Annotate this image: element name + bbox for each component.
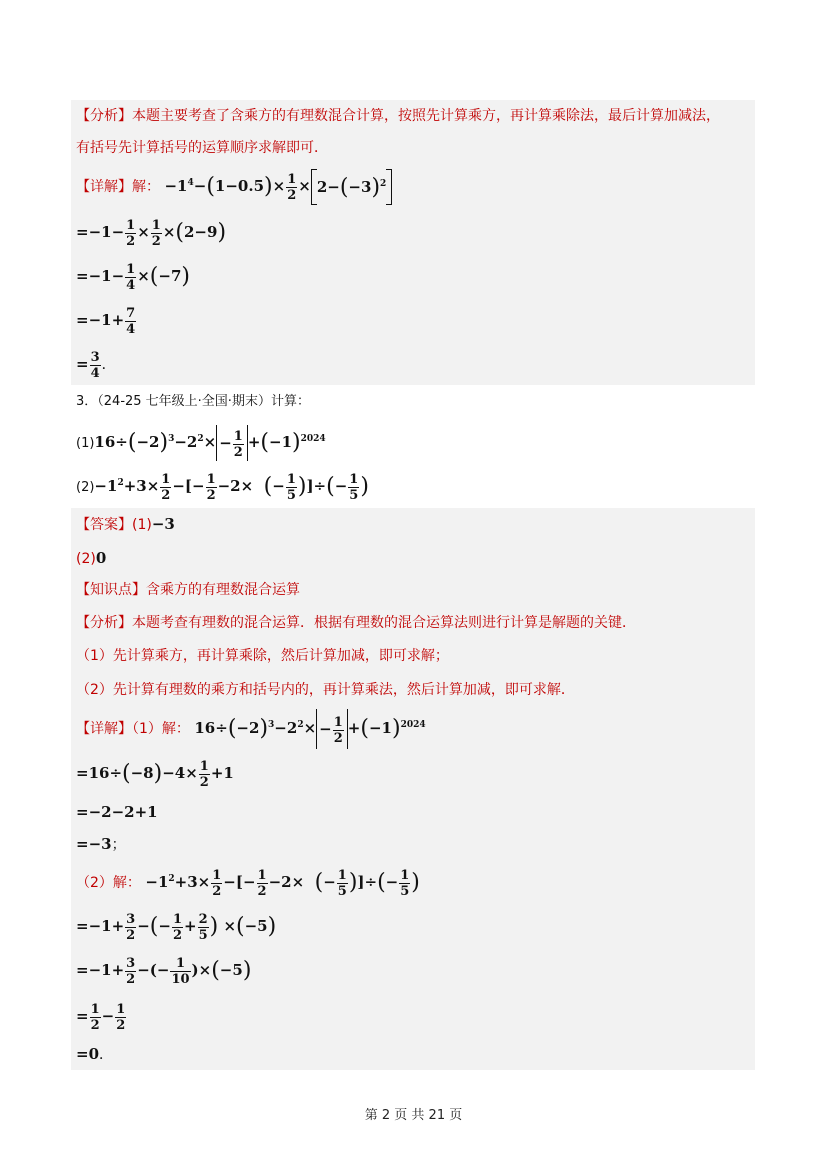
detail-1-line-1 xyxy=(76,168,392,205)
detail-1-end: ． xyxy=(101,357,116,373)
answer-line-2: (2)0 xyxy=(76,549,107,567)
question-3-part-2: $(2)-1^2+3\times$ $\frac{1}{2}$ −[− $\frac{1}{2}$ −2× (− $\frac{1}{5}$ )]÷(− $\frac{1}{5}$ ) xyxy=(76,471,369,503)
answer-1-value: −3 xyxy=(151,515,175,533)
analysis-2-line-1: 【分析】本题考查有理数的混合运算．根据有理数的混合运算法则进行计算是解题的关键． xyxy=(76,615,636,631)
knowledge-text: 含乘方的有理数混合运算 xyxy=(146,582,300,598)
analysis-label: 【分析】 xyxy=(76,108,132,124)
analysis-1-line-2: 有括号先计算括号的运算顺序求解即可． xyxy=(76,140,328,156)
detail-label: 【详解】 xyxy=(76,179,132,195)
detail-2-part-1: 【详解】（1）解： $16\div(-2)^3-2^2\times$ − $\frac{1}{2}$ $+(-1)^{2024}$ xyxy=(76,708,426,749)
knowledge-point xyxy=(76,580,300,600)
detail-1-step-3: =−1+ $\frac{7}{4}$ xyxy=(76,305,136,337)
detail-2-step-3: =−3； xyxy=(76,835,126,853)
detail-2-step-1: =16÷(−8)−4× $\frac{1}{2}$ +1 xyxy=(76,758,234,790)
page-number: 第 2 页 共 21 页 xyxy=(364,1108,463,1123)
detail-2-step-2: =−2−2+1 xyxy=(76,803,158,821)
detail-2-part-2: （2）解： $-1^2+3\times$ $\frac{1}{2}$ −[− $\frac{1}{2}$ −2× (− $\frac{1}{5}$ )]÷(− $\frac{1}{5}$ ) xyxy=(76,867,420,899)
answer-2-value: 0 xyxy=(95,549,107,567)
analysis-text: 本题主要考查了含乘方的有理数混合计算，按照先计算乘方，再计算乘除法，最后计算加减法， xyxy=(132,108,720,124)
detail-1-step-1: =−1− $\frac{1}{2}$ × $\frac{1}{2}$ ×(2−9) xyxy=(76,217,227,249)
detail-2-step-4: =−1+ $\frac{3}{2}$ −(− $\frac{1}{2}$ + $\frac{2}{5}$ ) ×(−5) xyxy=(76,911,277,943)
detail-2-step-7: =0． xyxy=(76,1045,114,1063)
answer-line-1: 【答案】(1)−3 xyxy=(76,515,175,533)
knowledge-label: 【知识点】 xyxy=(76,582,146,598)
answer-label: 【答案】 xyxy=(76,517,132,533)
math-expression: $-1^4-(1-0.5)\times$ $\frac{1}{2}$ × $2-(-3)^2$ xyxy=(164,177,392,195)
detail-prefix: 解： xyxy=(132,179,160,195)
detail-2-step-6: = $\frac{1}{2}$ − $\frac{1}{2}$ xyxy=(76,1001,126,1033)
analysis-2-point-2: （2）先计算有理数的乘方和括号内的，再计算乘法，然后计算加减，即可求解． xyxy=(76,682,575,698)
question-3-part-1: $(1)16\div(-2)^3-2^2\times$ − $\frac{1}{2}$ $+(-1)^{2024}$ xyxy=(76,424,326,462)
detail-2-step-5: =−1+ $\frac{3}{2}$ −(− $\frac{1}{10}$ )×(−5) xyxy=(76,955,252,987)
analysis-1-line-1 xyxy=(76,106,720,126)
question-3-header: 3．（24-25 七年级上·全国·期末）计算： xyxy=(76,394,310,409)
detail-1-step-2: =−1− $\frac{1}{4}$ ×(−7) xyxy=(76,261,190,293)
detail-1-step-4: = $\frac{3}{4}$ ． xyxy=(76,349,116,381)
analysis-2-point-1: （1）先计算乘方，再计算乘除，然后计算加减，即可求解； xyxy=(76,648,449,664)
